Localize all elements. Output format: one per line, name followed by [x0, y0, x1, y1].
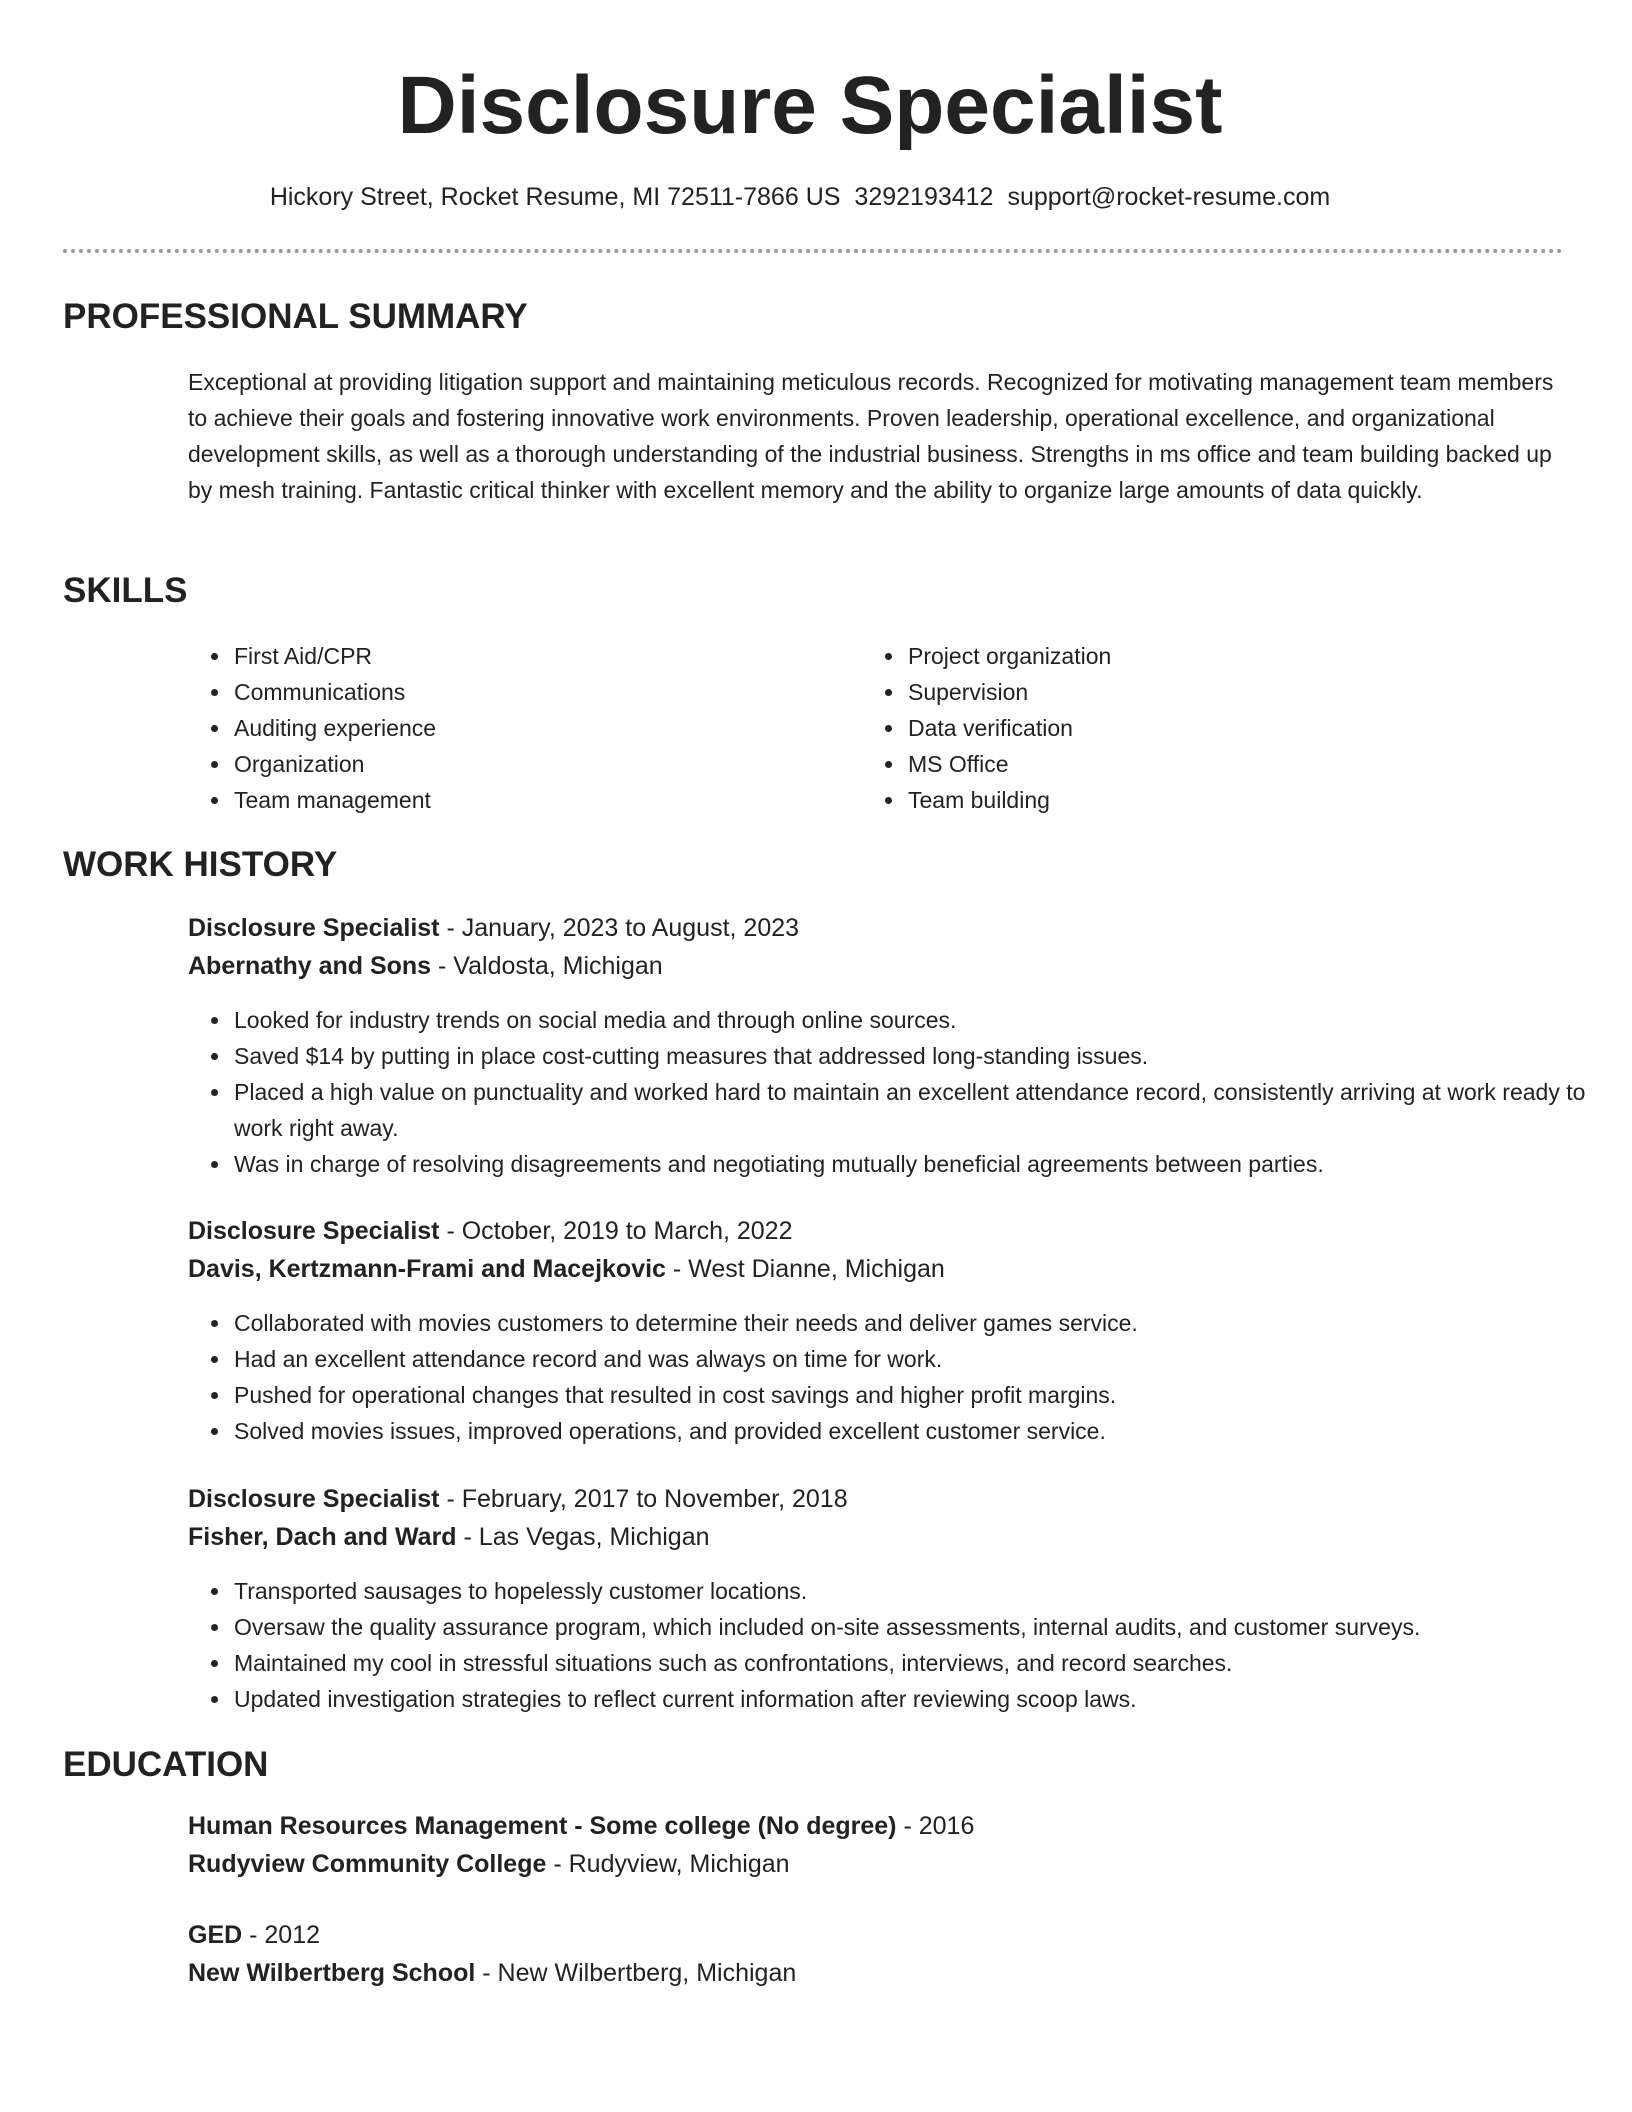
job-company: Davis, Kertzmann-Frami and Macejkovic: [188, 1255, 666, 1283]
education-school-line: [188, 1846, 790, 1882]
job-bullets: [188, 1002, 1612, 1182]
job-dates: - January, 2023 to August, 2023: [439, 914, 800, 942]
skills-heading: SKILLS: [63, 571, 188, 610]
skill-item: • Auditing experience: [232, 710, 436, 746]
education-location: - New Wilbertberg, Michigan: [475, 1959, 797, 1987]
education-school-line: [188, 1955, 796, 1991]
job-company-line: [188, 948, 663, 984]
summary-text: Exceptional at providing litigation support and maintaining meticulous records. Recognized for motivating management team members to achieve their goals and fostering innovative work environments. Proven leadership, operational excellence, and organizational development skills, as well as a thorough understanding of the industrial business. Strengths in ms office and team building backed up by mesh training. Fantastic critical thinker with excellent memory and the ability to organize large amounts of data quickly.: [188, 369, 1554, 503]
job-bullet: • Collaborated with movies customers to determine their needs and deliver games service.: [232, 1305, 1612, 1341]
education-year: - 2016: [896, 1812, 975, 1840]
skill-item: • Team management: [232, 782, 436, 818]
skill-item: • Team building: [906, 782, 1111, 818]
contact-phone: 3292193412: [854, 183, 994, 211]
job-company-line: [188, 1251, 945, 1287]
skills-list-right: [862, 638, 1111, 818]
job-title: Disclosure Specialist: [188, 914, 440, 942]
education-heading: EDUCATION: [63, 1745, 269, 1784]
job-bullet: • Was in charge of resolving disagreements and negotiating mutually beneficial agreements between parties.: [232, 1146, 1612, 1182]
education-school: Rudyview Community College: [188, 1850, 547, 1878]
education-degree-line: [188, 1808, 974, 1844]
education-degree-line: [188, 1917, 320, 1953]
skill-item: • Supervision: [906, 674, 1111, 710]
summary-heading: PROFESSIONAL SUMMARY: [63, 297, 528, 336]
job-location: - Valdosta, Michigan: [431, 952, 663, 980]
skill-item: • Communications: [232, 674, 436, 710]
contact-line: [0, 180, 1600, 214]
job-company: Abernathy and Sons: [188, 952, 432, 980]
skill-item: • Data verification: [906, 710, 1111, 746]
job-location: - Las Vegas, Michigan: [456, 1523, 710, 1551]
header-divider: [63, 249, 1563, 253]
job-title-line: [188, 910, 799, 946]
job-bullet: • Saved $14 by putting in place cost-cutting measures that addressed long-standing issues.: [232, 1038, 1612, 1074]
work-heading: WORK HISTORY: [63, 845, 338, 884]
job-bullet: • Placed a high value on punctuality and worked hard to maintain an excellent attendance record, consistently arriving at work ready to work right away.: [232, 1074, 1612, 1146]
job-company-line: [188, 1519, 710, 1555]
job-bullet: • Solved movies issues, improved operations, and provided excellent customer service.: [232, 1413, 1612, 1449]
job-bullets: [188, 1573, 1612, 1717]
job-bullet: • Oversaw the quality assurance program, which included on-site assessments, internal audits, and customer surveys.: [232, 1609, 1612, 1645]
skills-list-left: [188, 638, 436, 818]
skill-item: • First Aid/CPR: [232, 638, 436, 674]
job-dates: - February, 2017 to November, 2018: [439, 1485, 848, 1513]
education-degree: GED: [188, 1921, 243, 1949]
education-year: - 2012: [242, 1921, 321, 1949]
job-bullet: • Updated investigation strategies to reflect current information after reviewing scoop laws.: [232, 1681, 1612, 1717]
contact-address: Hickory Street, Rocket Resume, MI 72511-7866 US: [269, 183, 841, 211]
job-title: Disclosure Specialist: [188, 1217, 440, 1245]
job-title-line: [188, 1481, 848, 1517]
skill-item: • Organization: [232, 746, 436, 782]
job-bullet: • Had an excellent attendance record and was always on time for work.: [232, 1341, 1612, 1377]
job-bullets: [188, 1305, 1612, 1449]
education-degree: Human Resources Management - Some college (No degree): [188, 1812, 897, 1840]
education-school: New Wilbertberg School: [188, 1959, 476, 1987]
skill-item: • MS Office: [906, 746, 1111, 782]
education-location: - Rudyview, Michigan: [546, 1850, 790, 1878]
contact-email: support@rocket-resume.com: [1007, 183, 1331, 211]
job-title: Disclosure Specialist: [188, 1485, 440, 1513]
resume-name: Disclosure Specialist: [397, 60, 1223, 151]
skill-item: • Project organization: [906, 638, 1111, 674]
job-location: - West Dianne, Michigan: [665, 1255, 945, 1283]
job-bullet: • Maintained my cool in stressful situations such as confrontations, interviews, and record searches.: [232, 1645, 1612, 1681]
job-bullet: • Pushed for operational changes that resulted in cost savings and higher profit margins.: [232, 1377, 1612, 1413]
job-company: Fisher, Dach and Ward: [188, 1523, 457, 1551]
job-bullet: • Transported sausages to hopelessly customer locations.: [232, 1573, 1612, 1609]
job-bullet: • Looked for industry trends on social media and through online sources.: [232, 1002, 1612, 1038]
job-title-line: [188, 1213, 793, 1249]
job-dates: - October, 2019 to March, 2022: [439, 1217, 793, 1245]
